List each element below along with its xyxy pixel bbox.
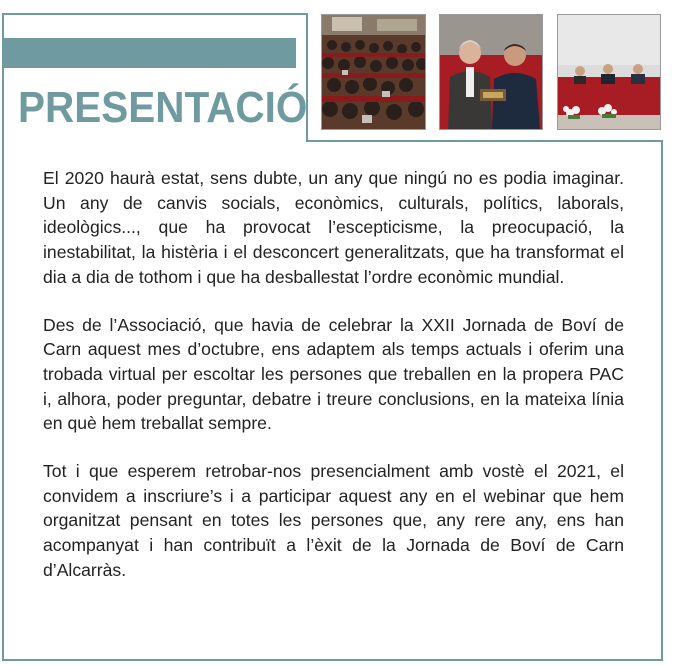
frame-left-line (2, 13, 4, 661)
frame-top-line (2, 13, 306, 15)
frame-right-line (661, 141, 663, 661)
paragraph-3: Tot i que esperem retrobar-nos presencialment amb vostè el 2021, el convidem a inscriure’s i a participar aquest any en el webinar que hem organitzat pensant en totes les persones que, any rere any, ens han acompanyat i han contribuït a l’èxit de la Jornada de Boví de Carn d’Alcarràs. (43, 461, 624, 580)
paragraph-1: El 2020 haurà estat, sens dubte, un any que ningú no es podia imaginar. Un any de canvis socials, econòmics, culturals, polítics, laborals, ideològics..., que ha provocat l’escepticisme, la preocupació, la inestabilitat, la histèria i el desconcert generalitzats, que ha transformat el dia a dia de tothom i que ha desballestat l’ordre econòmic mundial. (43, 168, 624, 287)
frame-mid-line (306, 140, 663, 142)
paragraph-2: Des de l’Associació, que havia de celebrar la XXII Jornada de Boví de Carn aquest mes d’octubre, ens adaptem als temps actuals i oferim una trobada virtual per escoltar les persones que treballen en la propera PAC i, alhora, poder preguntar, debatre i treure conclusions, en la mateixa línia en què hem treballat sempre. (43, 314, 624, 434)
award-photo (439, 14, 543, 130)
presentation-text (43, 166, 624, 606)
section-title: PRESENTACIÓ (18, 83, 308, 132)
header-accent-bar (2, 38, 296, 68)
frame-bottom-line (2, 659, 663, 661)
panel-photo (557, 14, 661, 130)
audience-photo (321, 14, 426, 130)
